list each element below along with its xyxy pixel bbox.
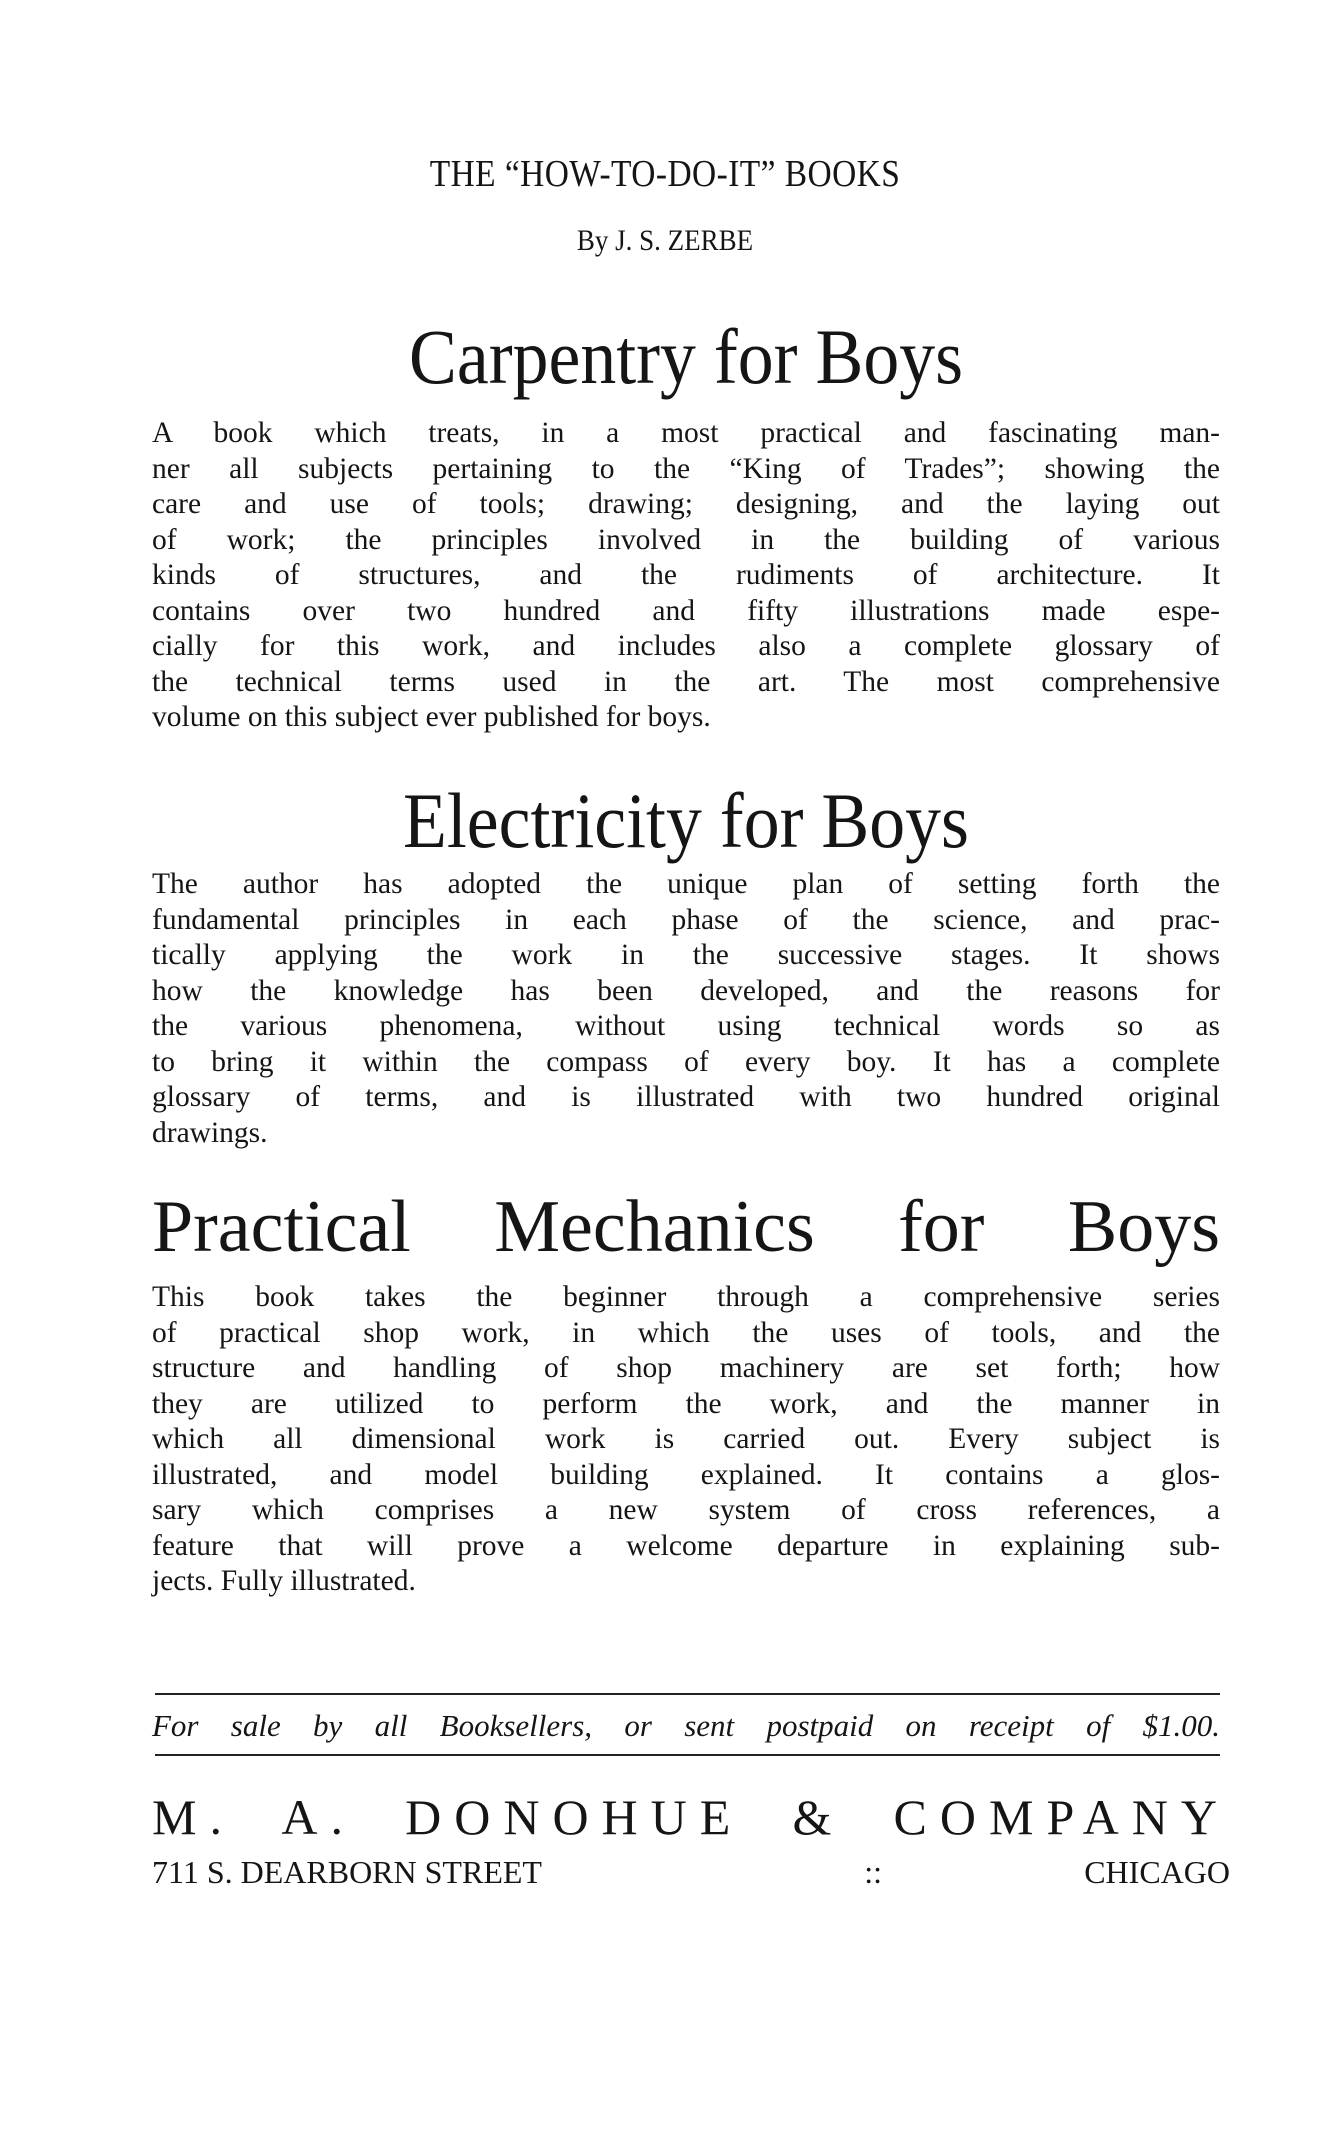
- description-line: of practical shop work, in which the uses of tools, and the: [152, 1316, 1220, 1349]
- description-line: which all dimensional work is carried out. Every subject is: [152, 1423, 1220, 1455]
- bottom-rule-divider: [155, 1754, 1220, 1756]
- description-line: jects. Fully illustrated.: [152, 1565, 416, 1597]
- description-line: they are utilized to perform the work, and the manner in: [152, 1387, 1220, 1420]
- description-line: ner all subjects pertaining to the “King of Trades”; showing the: [152, 452, 1220, 485]
- book-description-electricity: [152, 867, 1220, 1151]
- top-rule-divider: [155, 1693, 1220, 1695]
- description-line: glossary of terms, and is illustrated with two hundred original: [152, 1081, 1220, 1113]
- description-line: how the knowledge has been developed, and the reasons for: [152, 974, 1220, 1007]
- description-line: sary which comprises a new system of cross references, a: [152, 1494, 1220, 1526]
- description-line: A book which treats, in a most practical and fascinating man-: [152, 417, 1220, 449]
- description-line: cially for this work, and includes also a complete glossary of: [152, 630, 1220, 662]
- publisher-address: [152, 1854, 1230, 1891]
- description-line: tically applying the work in the successive stages. It shows: [152, 939, 1220, 971]
- description-line: contains over two hundred and fifty illustrations made espe-: [152, 594, 1220, 627]
- description-line: feature that will prove a welcome departure in explaining sub-: [152, 1529, 1220, 1562]
- author-line: By J. S. ZERBE: [576, 224, 754, 257]
- description-line: care and use of tools; drawing; designing, and the laying out: [152, 488, 1220, 520]
- book-title-mechanics: Practical Mechanics for Boys: [152, 1186, 1220, 1268]
- sale-notice: For sale by all Booksellers, or sent postpaid on receipt of $1.00.: [152, 1708, 1220, 1743]
- description-line: This book takes the beginner through a comprehensive series: [152, 1281, 1220, 1313]
- description-line: of work; the principles involved in the building of various: [152, 523, 1220, 556]
- book-description-carpentry: [152, 416, 1220, 736]
- book-title-carpentry: Carpentry for Boys: [408, 313, 964, 400]
- description-line: the various phenomena, without using technical words so as: [152, 1010, 1220, 1042]
- description-line: kinds of structures, and the rudiments of architecture. It: [152, 559, 1220, 591]
- book-description-mechanics: [152, 1280, 1220, 1600]
- description-line: drawings.: [152, 1116, 268, 1149]
- description-line: illustrated, and model building explained. It contains a glos-: [152, 1458, 1220, 1491]
- street-address: 711 S. DEARBORN STREET: [152, 1854, 542, 1890]
- publisher-name: M. A. DONOHUE & COMPANY: [152, 1789, 1230, 1845]
- description-line: the technical terms used in the art. The most comprehensive: [152, 665, 1220, 698]
- series-heading: THE “HOW-TO-DO-IT” BOOKS: [429, 153, 901, 195]
- description-line: The author has adopted the unique plan of setting forth the: [152, 868, 1220, 900]
- description-line: fundamental principles in each phase of the science, and prac-: [152, 903, 1220, 936]
- description-line: volume on this subject ever published for boys.: [152, 701, 711, 733]
- book-title-electricity: Electricity for Boys: [403, 777, 969, 864]
- description-line: to bring it within the compass of every boy. It has a complete: [152, 1045, 1220, 1078]
- address-separator: ::: [864, 1854, 882, 1890]
- city: CHICAGO: [1084, 1854, 1230, 1890]
- description-line: structure and handling of shop machinery are set forth; how: [152, 1352, 1220, 1384]
